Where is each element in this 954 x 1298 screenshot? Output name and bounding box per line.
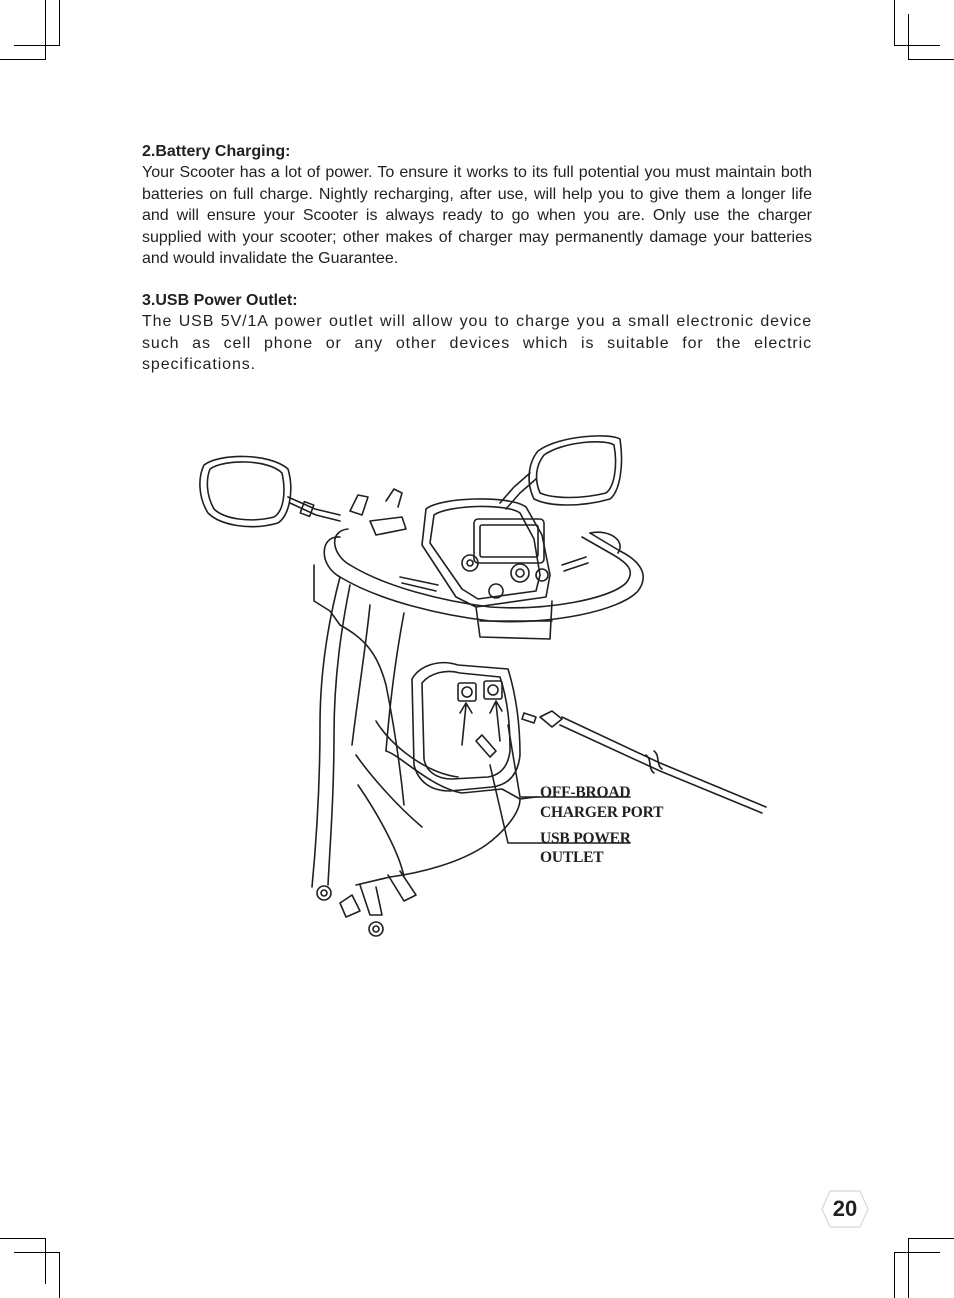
charger-port-label-line2: CHARGER PORT [540,804,664,821]
scooter-tiller-diagram [190,425,790,945]
battery-charging-body: Your Scooter has a lot of power. To ensure it works to its full potential you must maintain both batteries on full charge. Nightly recharging, after use, will help you to give them a longer life and will ensure your Scooter is always ready to go when you are. Only use the charger supplied with your scooter; other makes of charger may permanently damage your batteries and would invalidate the Guarantee. [142,164,812,267]
usb-outlet-label-line1: USB POWER [540,830,631,847]
crop-mark-top-right-h [894,45,940,46]
crop-mark-bottom-right-v [894,1252,895,1298]
usb-outlet-body: The USB 5V/1A power outlet will allow you to charge you a small electronic device such as cell phone or any other devices which is suitable for the electric specifications. [142,313,812,373]
crop-mark-top-right-v2 [908,14,909,60]
crop-mark-bottom-left-v2 [59,1252,60,1298]
page-number-badge [821,1190,869,1228]
crop-mark-bottom-right-h2 [894,1252,940,1253]
usb-outlet-section [142,290,812,376]
charger-port-label-line1: OFF-BROAD [540,784,631,801]
crop-mark-bottom-right-h [908,1238,954,1239]
battery-charging-heading: 2.Battery Charging: [142,143,291,160]
right-mirror [500,436,622,509]
battery-charging-section [142,141,812,270]
crop-mark-bottom-left-h [0,1238,46,1239]
crop-mark-bottom-left-h2 [14,1252,60,1253]
crop-mark-top-right-v [894,0,895,46]
crop-mark-top-left-v2 [45,0,46,60]
crop-mark-top-right-h2 [908,59,954,60]
left-mirror [200,456,340,526]
crop-mark-top-left-h2 [14,45,60,46]
crop-mark-top-left-h [0,59,46,60]
crop-mark-bottom-left-v [45,1238,46,1284]
crop-mark-bottom-right-v2 [908,1238,909,1298]
usb-outlet-label-line2: OUTLET [540,849,604,866]
crop-mark-top-left-v [59,0,60,46]
page-number: 20 [832,1196,858,1221]
usb-outlet-heading: 3.USB Power Outlet: [142,292,298,309]
